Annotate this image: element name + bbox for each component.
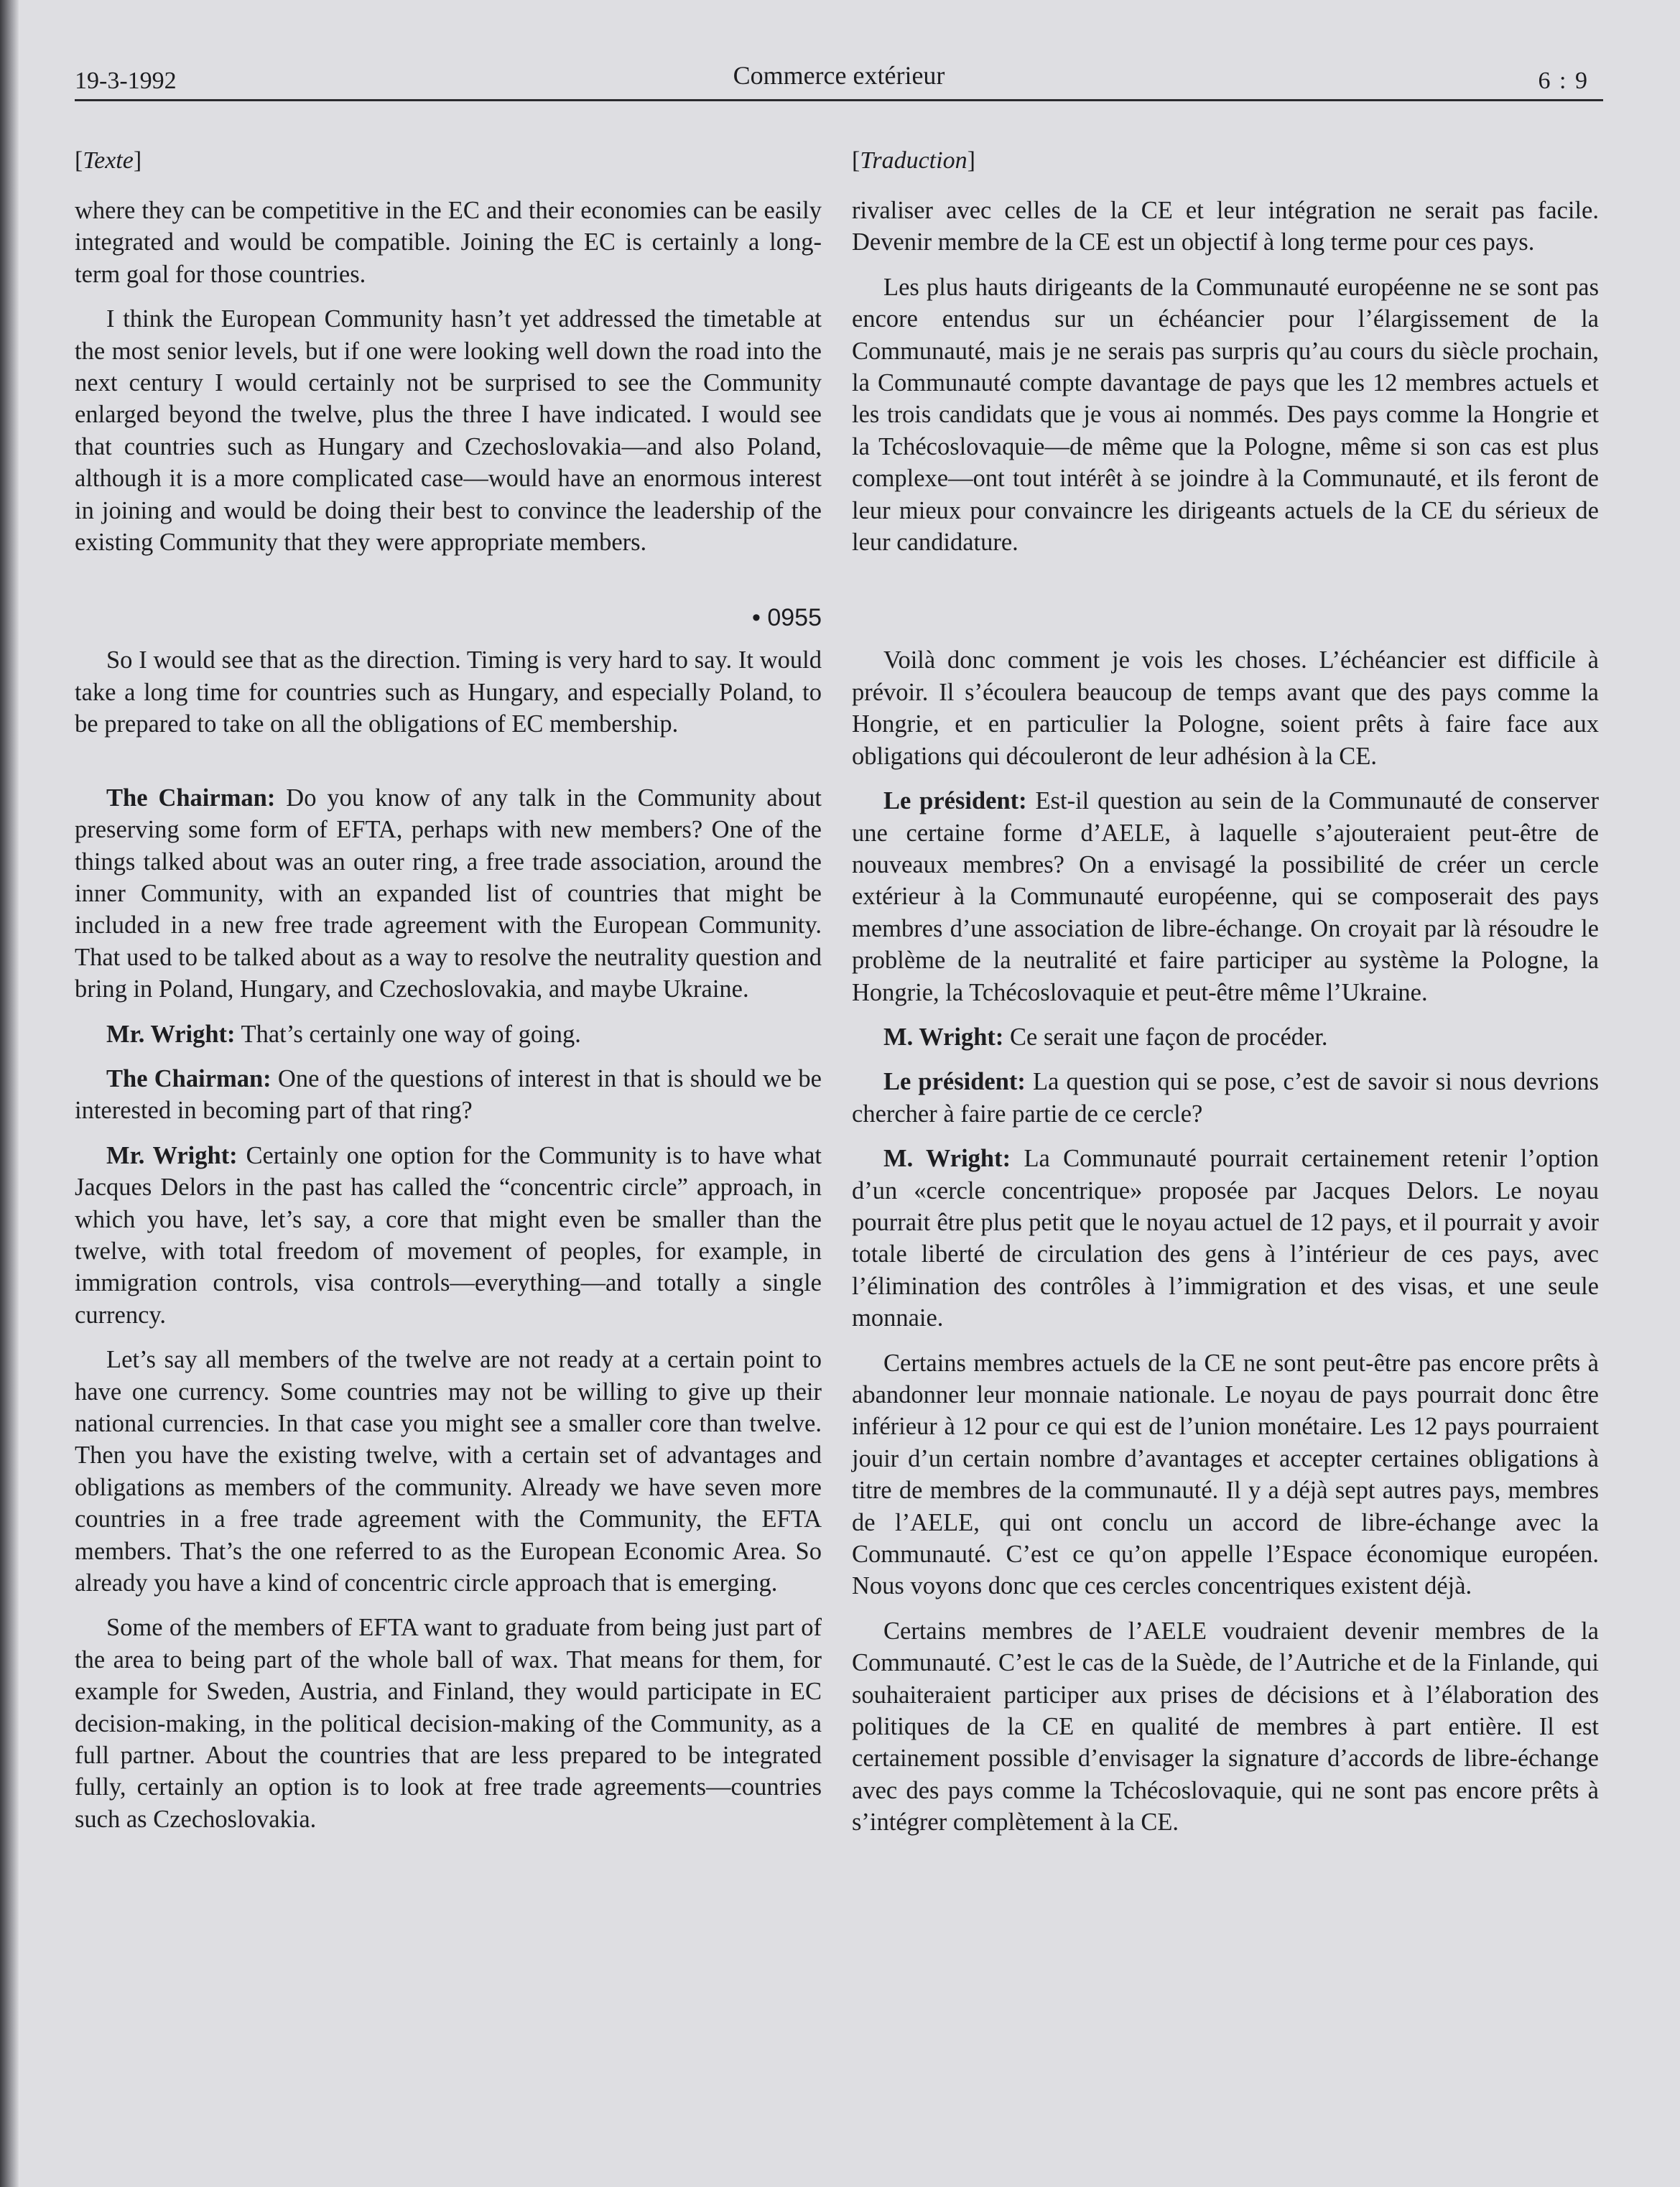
paragraph: Some of the members of EFTA want to graduate from being just part of the area to being part of the whole ball of wax. That means for them, for example for Sweden, Austria, and Finland, they would participate in EC decision-making, in the political decision-making of the Community, as a full partner. About the countries that are less prepared to be integrated fully, certainly an option is to look at free trade agreements—countries such as Czechoslovakia. [75,1614,822,1833]
paragraph: Voilà donc comment je vois les choses. L’échéancier est difficile à prévoir. Il s’écoulera beaucoup de temps avant que des pays comme la Hongrie, et en particulier la Pologne, soient prêts à faire face aux obligations qui découleront de leur adhésion à la CE. [852,646,1599,770]
speech-text: That’s certainly one way of going. [241,1020,581,1048]
english-column [75,147,822,1835]
speaker-paragraph [852,785,1599,1008]
speaker-name: M. Wright: [883,1145,1011,1173]
speech-text: Ce serait une façon de procéder. [1010,1023,1328,1051]
french-column [852,147,1599,1839]
page-header [75,62,1603,101]
speaker-paragraph [75,782,822,1006]
speech-text: Do you know of any talk in the Community about preserving some form of EFTA, perhaps with new members? One of the things talked about was an outer ring, a free trade association, around the inner Community, with an expanded list of countries that might be included in a new free trade agreement with the European Community. That used to be talked about as a way to resolve the neutrality question and bring in Poland, Hungary, and Czechoslovakia, and maybe Ukraine. [75,784,822,1003]
header-title: Commerce extérieur [733,61,945,90]
paragraph: Certains membres actuels de la CE ne sont peut-être pas encore prêts à abandonner leur monnaie nationale. Le noyau de pays pourrait donc être inférieur à 12 pour ce qui est de l’union monétaire. Les 12 pays pourraient jouir d’un certain nombre d’avantages et accepter certaines obligations à titre de membres de la communauté. Il y a déjà sept autres pays, membres de l’AELE, qui ont conclu un accord de libre-échange avec la Communauté. C’est ce qu’on appelle l’Espace économique européen. Nous voyons donc que ces cercles concentriques existent déjà. [852,1349,1599,1600]
paragraph: Les plus hauts dirigeants de la Communauté européenne ne se sont pas encore entendus sur un échéancier pour l’élargissement de la Communauté, mais je ne serais pas surpris qu’au cours du siècle prochain, la Communauté compte davantage de pays que les 12 membres actuels et les trois candidats que je vous ai nommés. Des pays comme la Hongrie et la Tchécoslovaquie—de même que la Pologne, même si son cas est plus complexe—ont tout intérêt à se joindre à la Communauté, et ils feront de leur mieux pour convaincre les dirigeants actuels de la CE du sérieux de leur candidature. [852,273,1599,557]
label-text: Texte [83,147,134,174]
label-text: Traduction [860,147,967,174]
speaker-paragraph [852,1066,1599,1130]
speaker-name: M. Wright: [883,1023,1004,1051]
speaker-paragraph [852,1021,1599,1053]
speech-text: One of the questions of interest in that is should we be interested in becoming part of that ring? [75,1064,822,1125]
paragraph: where they can be competitive in the EC and their economies can be easily integrated and would be compatible. Joining the EC is certainly a long-term goal for those countries. [75,197,822,288]
header-page-number: 6 : 9 [1538,68,1589,94]
speaker-paragraph [75,1140,822,1331]
marker-spacer [852,604,1599,637]
speech-text: La question qui se pose, c’est de savoir si nous devrions chercher à faire partie de ce cercle? [852,1068,1599,1128]
paragraph: Let’s say all members of the twelve are not ready at a certain point to have one currency. Some countries may not be willing to give up their national currencies. In that case you might see a smaller core than twelve. Then you have the existing twelve, with a certain set of advantages and obligations as members of the community. Already we have seven more countries in a free trade agreement with the Community, the EFTA members. That’s the one referred to as the European Economic Area. So already you have a kind of concentric circle approach that is emerging. [75,1346,822,1597]
paragraph: I think the European Community hasn’t yet addressed the timetable at the most senior levels, but if one were looking well down the road into the next century I would certainly not be surprised to see the Community enlarged beyond the twelve, plus the three I have indicated. I would see that countries such as Hungary and Czechoslovakia—and also Poland, although it is a more complicated case—would have an enormous interest in joining and would be doing their best to convince the leadership of the existing Community that they were appropriate members. [75,305,822,557]
column-label-traduction: [Traduction] [852,147,975,174]
speaker-name: Le président: [883,787,1027,815]
speaker-paragraph [75,1018,822,1050]
speaker-name: Le président: [883,1068,1026,1096]
speaker-name: The Chairman: [106,784,276,812]
speech-text: Certainly one option for the Community is to have what Jacques Delors in the past has called the “concentric circle” approach, in which you have, let’s say, a core that might even be smaller than the twelve, with total freedom of movement of peoples, for example, in immigration controls, visa controls—everything—and totally a single currency. [75,1141,822,1329]
speaker-name: Mr. Wright: [106,1020,236,1048]
column-label-texte: [Texte] [75,147,142,174]
speaker-name: Mr. Wright: [106,1141,238,1169]
speech-text: La Communauté pourrait certainement retenir l’option d’un «cercle concentrique» proposée par Jacques Delors. Le noyau pourrait être plus petit que le noyau actuel de 12 pays, et il pourrait y avoir totale liberté de circulation des gens à l’intérieur de ces pays, avec l’élimination des contrôles à l’immigration et des visas, et une seule monnaie. [852,1145,1600,1332]
paragraph: So I would see that as the direction. Timing is very hard to say. It would take a long time for countries such as Hungary, and especially Poland, to be prepared to take on all the obligations of EC membership. [75,646,822,738]
paragraph: rivaliser avec celles de la CE et leur intégration ne serait pas facile. Devenir membre de la CE est un objectif à long terme pour ces pays. [852,197,1599,256]
speaker-name: The Chairman: [106,1064,272,1092]
time-marker: • 0955 [752,604,822,632]
speaker-paragraph [75,1063,822,1127]
scan-edge [0,0,19,2187]
speaker-paragraph [852,1143,1599,1334]
header-date: 19-3-1992 [75,68,177,94]
paragraph: Certains membres de l’AELE voudraient devenir membres de la Communauté. C’est le cas de la Suède, de l’Autriche et de la Finlande, qui souhaiteraient participer aux prises de décisions et à l’élaboration des politiques de la CE en qualité de membres à part entière. Il est certainement possible d’envisager la signature d’accords de libre-échange avec des pays comme la Tchécoslovaquie, qui ne sont pas encore prêts à s’intégrer complètement à la CE. [852,1617,1599,1837]
speech-text: Est-il question au sein de la Communauté de conserver une certaine forme d’AELE, à laquelle s’ajouteraient peut-être de nouveaux membres? On a envisagé la possibilité de créer un cercle extérieur à la Communauté européenne, qui se composerait des pays membres d’une association de libre-échange. On croyait par là résoudre le problème de la neutralité et faire participer au système la Pologne, la Hongrie, la Tchécoslovaquie et peut-être même l’Ukraine. [852,787,1599,1006]
